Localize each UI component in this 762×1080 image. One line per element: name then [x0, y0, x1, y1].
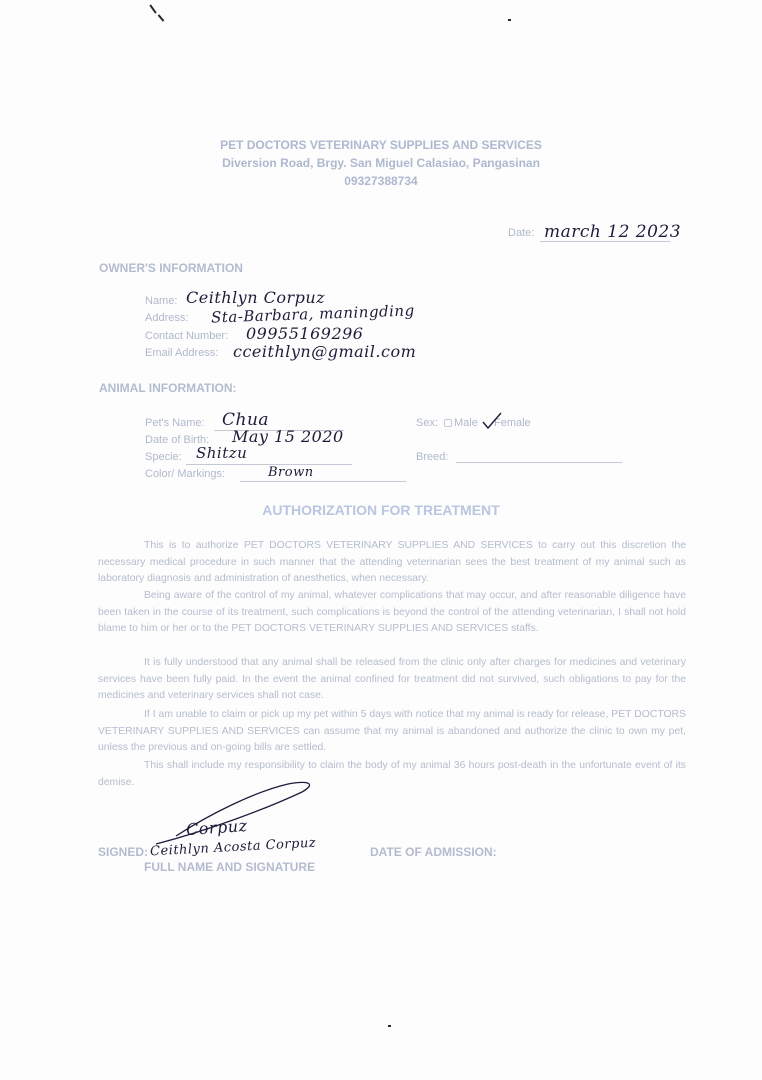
authorization-title: AUTHORIZATION FOR TREATMENT: [262, 502, 500, 518]
contact-value: 09955169296: [246, 324, 364, 343]
contact-label: Contact Number:: [145, 330, 229, 342]
date-label: Date:: [508, 227, 535, 239]
authorization-paragraph-5: This shall include my responsibility to claim the body of my animal 36 hours post-death in the unfortunate event of its demise.: [98, 760, 686, 788]
breed-label: Breed:: [416, 451, 449, 463]
date-value: march 12 2023: [544, 222, 682, 242]
sex-male-label: Male: [454, 417, 478, 429]
sex-label: Sex:: [416, 417, 439, 429]
clinic-phone: 09327388734: [344, 174, 418, 188]
color-value: Brown: [268, 465, 314, 480]
authorization-paragraph-3: It is fully understood that any animal shall be released from the clinic only after charges for medicines and veterinary services have been fully paid. In the event the animal confined for treatment did not survived, such obligations to pay for the medicines and veterinary services shall not case.: [98, 657, 686, 701]
clinic-name: PET DOCTORS VETERINARY SUPPLIES AND SERVICES: [220, 138, 542, 152]
scan-mark: [149, 4, 156, 13]
specie-value: Shitzu: [196, 444, 248, 462]
dob-value: May 15 2020: [232, 427, 344, 446]
specie-label: Specie:: [145, 451, 182, 463]
name-value: Ceithlyn Corpuz: [186, 288, 326, 307]
email-label: Email Address:: [145, 347, 219, 359]
address-value: Sta-Barbara, maningding: [210, 301, 415, 327]
signature-caption: FULL NAME AND SIGNATURE: [144, 860, 316, 874]
date-of-admission-label: DATE OF ADMISSION:: [370, 845, 497, 859]
owner-section-title: OWNER'S INFORMATION: [99, 261, 243, 275]
authorization-paragraph-1: This is to authorize PET DOCTORS VETERINARY SUPPLIES AND SERVICES to carry out this discretion the necessary medical procedure in such manner that the attending veterinarian sees the best treatment of my animal such as laboratory diagnosis and administration of anesthetics, when necessary.: [98, 540, 686, 584]
dob-label: Date of Birth:: [145, 434, 210, 446]
signed-label: SIGNED:: [98, 845, 149, 859]
pet-name-label: Pet's Name:: [145, 417, 205, 429]
authorization-paragraph-4: If I am unable to claim or pick up my pet within 5 days with notice that my animal is ready for release, PET DOCTORS VETERINARY SUPPLIES AND SERVICES can assume that my animal is abandoned and authorize the clinic to own my pet, unless the previous and on-going bills are settled.: [98, 709, 686, 753]
checkmark-icon: [480, 411, 504, 431]
scan-dot: [388, 1025, 391, 1027]
signed-name-value: Ceithlyn Acosta Corpuz: [149, 835, 317, 860]
sex-female-label: Female: [494, 417, 531, 429]
signature-mark: Corpuz: [185, 815, 249, 840]
sex-male-checkbox[interactable]: [444, 419, 452, 427]
scan-mark: [158, 14, 165, 21]
animal-section-title: ANIMAL INFORMATION:: [99, 381, 237, 395]
name-label: Name:: [145, 295, 178, 307]
pet-name-value: Chua: [222, 410, 270, 430]
address-label: Address:: [145, 312, 189, 324]
scan-dot: [508, 19, 511, 21]
email-value: cceithlyn@gmail.com: [233, 342, 417, 361]
color-label: Color/ Markings:: [145, 468, 226, 480]
authorization-paragraph-2: Being aware of the control of my animal, whatever complications that may occur, and after reasonable diligence have been taken in the course of its treatment, such complications is beyond the control of the attending veterinarian, I shall not hold blame to him or her or to the PET DOCTORS VETERINARY SUPPLIES AND SERVICES staffs.: [98, 590, 686, 634]
clinic-address: Diversion Road, Brgy. San Miguel Calasiao, Pangasinan: [222, 156, 540, 170]
